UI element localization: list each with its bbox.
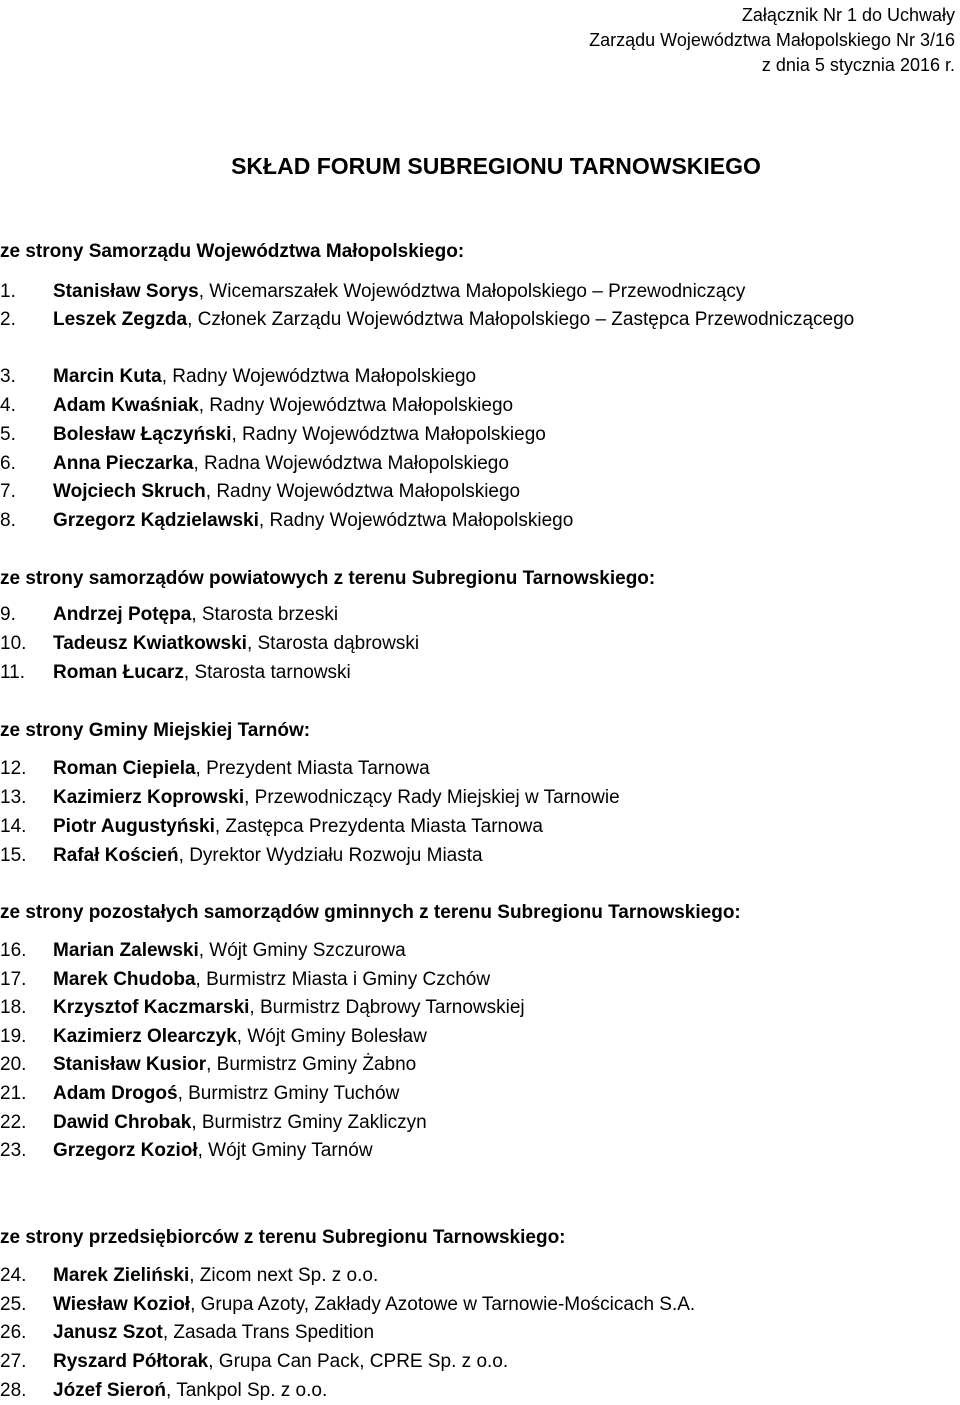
list-item: [0, 786, 620, 810]
member-role: , Przewodniczący Rady Miejskiej w Tarnowie: [244, 787, 620, 808]
list-item: [0, 1293, 695, 1317]
list-item: [0, 815, 543, 839]
item-number: 7.: [0, 481, 16, 502]
member-name: Stanisław Sorys: [53, 281, 199, 302]
member-name: Wojciech Skruch: [53, 481, 206, 502]
item-number: 23.: [0, 1140, 27, 1161]
member-name: Leszek Zegzda: [53, 309, 188, 330]
member-name: Kazimierz Koprowski: [53, 787, 245, 808]
item-number: 10.: [0, 633, 27, 654]
annex-line-2: Zarządu Województwa Małopolskiego Nr 3/16: [589, 30, 955, 50]
list-item: [0, 1053, 416, 1077]
member-role: , Wicemarszałek Województwa Małopolskiego – Przewodniczący: [198, 281, 746, 302]
member-name: Adam Drogoś: [53, 1083, 178, 1104]
member-role: , Starosta brzeski: [191, 604, 339, 625]
list-item: [0, 1111, 427, 1135]
member-name: Krzysztof Kaczmarski: [53, 997, 250, 1018]
member-name: Adam Kwaśniak: [53, 395, 199, 416]
list-item: [0, 480, 520, 504]
member-name: Józef Sieroń: [53, 1380, 166, 1401]
item-number: 28.: [0, 1380, 27, 1401]
member-role: , Burmistrz Miasta i Gminy Czchów: [195, 969, 491, 990]
member-role: , Burmistrz Gminy Tuchów: [177, 1083, 400, 1104]
list-item: [0, 968, 490, 992]
section-heading: ze strony pozostałych samorządów gminnych z terenu Subregionu Tarnowskiego:: [0, 902, 741, 923]
list-item: [0, 1025, 427, 1049]
item-number: 15.: [0, 845, 27, 866]
member-role: , Radny Województwa Małopolskiego: [205, 481, 521, 502]
member-role: , Wójt Gminy Bolesław: [236, 1026, 427, 1047]
list-item: [0, 423, 546, 447]
member-role: , Członek Zarządu Województwa Małopolskiego – Zastępca Przewodniczącego: [187, 309, 855, 330]
list-item: [0, 308, 854, 332]
member-role: , Zicom next Sp. z o.o.: [189, 1265, 379, 1286]
list-item: [0, 661, 351, 685]
list-item: [0, 757, 430, 781]
list-item: [0, 280, 745, 304]
item-number: 14.: [0, 816, 27, 837]
item-number: 19.: [0, 1026, 27, 1047]
member-role: , Wójt Gminy Tarnów: [197, 1140, 373, 1161]
member-role: , Zasada Trans Spedition: [162, 1322, 375, 1343]
list-item: [0, 939, 406, 963]
member-role: , Burmistrz Dąbrowy Tarnowskiej: [249, 997, 525, 1018]
member-name: Marcin Kuta: [53, 366, 162, 387]
item-number: 3.: [0, 366, 16, 387]
item-number: 26.: [0, 1322, 27, 1343]
member-name: Anna Pieczarka: [53, 453, 194, 474]
member-role: , Radna Województwa Małopolskiego: [193, 453, 509, 474]
list-item: [0, 1350, 508, 1374]
item-number: 5.: [0, 424, 16, 445]
member-role: , Grupa Azoty, Zakłady Azotowe w Tarnowie-Mościcach S.A.: [190, 1294, 696, 1315]
member-name: Marek Zieliński: [53, 1265, 190, 1286]
member-name: Grzegorz Kozioł: [53, 1140, 198, 1161]
list-item: [0, 996, 525, 1020]
item-number: 20.: [0, 1054, 27, 1075]
section-heading: ze strony przedsiębiorców z terenu Subregionu Tarnowskiego:: [0, 1227, 566, 1248]
item-number: 16.: [0, 940, 27, 961]
item-number: 4.: [0, 395, 16, 416]
list-item: [0, 603, 338, 627]
item-number: 22.: [0, 1112, 27, 1133]
item-number: 1.: [0, 281, 16, 302]
annex-header: [589, 3, 955, 78]
item-number: 21.: [0, 1083, 27, 1104]
list-item: [0, 452, 509, 476]
member-name: Stanisław Kusior: [53, 1054, 207, 1075]
item-number: 11.: [0, 662, 26, 683]
member-role: , Radny Województwa Małopolskiego: [258, 510, 574, 531]
member-role: , Radny Województwa Małopolskiego: [161, 366, 477, 387]
member-name: Marek Chudoba: [53, 969, 196, 990]
member-name: Marian Zalewski: [53, 940, 199, 961]
section-heading: ze strony Gminy Miejskiej Tarnów:: [0, 720, 311, 741]
member-name: Roman Łucarz: [53, 662, 184, 683]
list-item: [0, 1379, 327, 1403]
member-role: , Zastępca Prezydenta Miasta Tarnowa: [214, 816, 543, 837]
item-number: 2.: [0, 309, 16, 330]
item-number: 25.: [0, 1294, 27, 1315]
section-heading: ze strony Samorządu Województwa Małopolskiego:: [0, 241, 465, 262]
member-name: Rafał Koścień: [53, 845, 179, 866]
member-role: , Prezydent Miasta Tarnowa: [195, 758, 430, 779]
member-name: Tadeusz Kwiatkowski: [53, 633, 247, 654]
member-role: , Burmistrz Gminy Żabno: [206, 1054, 417, 1075]
item-number: 17.: [0, 969, 27, 990]
member-role: , Starosta dąbrowski: [246, 633, 420, 654]
item-number: 8.: [0, 510, 16, 531]
list-item: [0, 632, 419, 656]
list-item: [0, 1139, 373, 1163]
member-role: , Radny Województwa Małopolskiego: [198, 395, 514, 416]
item-number: 12.: [0, 758, 27, 779]
member-name: Bolesław Łączyński: [53, 424, 232, 445]
member-role: , Tankpol Sp. z o.o.: [165, 1380, 328, 1401]
member-role: , Wójt Gminy Szczurowa: [198, 940, 406, 961]
item-number: 6.: [0, 453, 16, 474]
member-role: , Grupa Can Pack, CPRE Sp. z o.o.: [208, 1351, 509, 1372]
member-name: Grzegorz Kądzielawski: [53, 510, 259, 531]
member-role: , Starosta tarnowski: [183, 662, 351, 683]
item-number: 9.: [0, 604, 16, 625]
list-item: [0, 844, 483, 868]
item-number: 18.: [0, 997, 27, 1018]
list-item: [0, 1264, 378, 1288]
member-role: , Dyrektor Wydziału Rozwoju Miasta: [178, 845, 483, 866]
member-name: Dawid Chrobak: [53, 1112, 192, 1133]
member-role: , Radny Województwa Małopolskiego: [231, 424, 546, 445]
member-name: Ryszard Półtorak: [53, 1351, 209, 1372]
list-item: [0, 1082, 399, 1106]
list-item: [0, 394, 513, 418]
member-name: Piotr Augustyński: [53, 816, 215, 837]
list-item: [0, 1321, 374, 1345]
member-name: Janusz Szot: [53, 1322, 163, 1343]
list-item: [0, 509, 573, 533]
member-name: Wiesław Kozioł: [53, 1294, 191, 1315]
member-name: Kazimierz Olearczyk: [53, 1026, 237, 1047]
member-name: Andrzej Potępa: [53, 604, 192, 625]
item-number: 27.: [0, 1351, 27, 1372]
section-heading: ze strony samorządów powiatowych z terenu Subregionu Tarnowskiego:: [0, 568, 656, 589]
annex-line-1: Załącznik Nr 1 do Uchwały: [741, 5, 955, 25]
member-role: , Burmistrz Gminy Zakliczyn: [191, 1112, 427, 1133]
item-number: 24.: [0, 1265, 27, 1286]
item-number: 13.: [0, 787, 27, 808]
annex-line-3: z dnia 5 stycznia 2016 r.: [761, 55, 955, 75]
page-title: SKŁAD FORUM SUBREGIONU TARNOWSKIEGO: [231, 153, 761, 179]
member-name: Roman Ciepiela: [53, 758, 196, 779]
list-item: [0, 365, 476, 389]
